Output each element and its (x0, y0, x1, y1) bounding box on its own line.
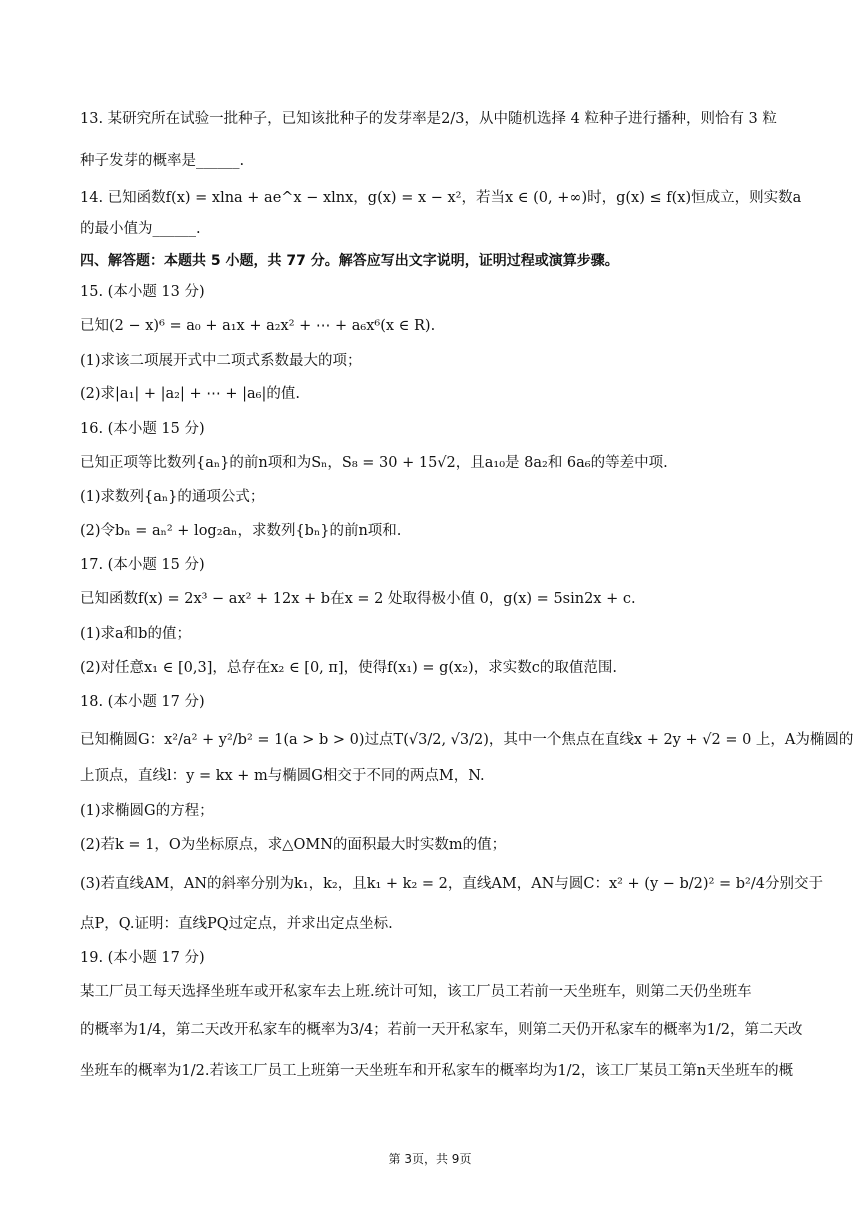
text-line: 点P，Q.证明：直线PQ过定点，并求出定点坐标. (80, 916, 393, 932)
text-line: 已知(2 − x)⁶ = a₀ + a₁x + a₂x² + ⋯ + a₆x⁶(x ∈ R). (80, 318, 436, 334)
text-line: 的概率为1/4，第二天改开私家车的概率为3/4；若前一天开私家车，则第二天仍开私家车的概率为1/2，第二天改 (80, 1022, 803, 1038)
text-line: 已知椭圆G：x²/a² + y²/b² = 1(a > b > 0)过点T(√3/2, √3/2)，其中一个焦点在直线x + 2y + √2 = 0 上，A为椭圆的 (80, 732, 854, 748)
text-line: 18. (本小题 17 分) (80, 694, 205, 710)
text-line: 种子发芽的概率是______. (80, 153, 245, 169)
text-line: (1)求a和b的值； (80, 626, 191, 642)
text-line: (1)求数列{aₙ}的通项公式； (80, 489, 265, 505)
text-line: 已知正项等比数列{aₙ}的前n项和为Sₙ，S₈ = 30 + 15√2，且a₁₀是 8a₂和 6a₆的等差中项. (80, 455, 668, 471)
text-line: 15. (本小题 13 分) (80, 284, 205, 300)
text-line: (2)若k = 1，O为坐标原点，求△OMN的面积最大时实数m的值； (80, 837, 507, 853)
text-line: 16. (本小题 15 分) (80, 421, 205, 437)
text-line: 已知函数f(x) = 2x³ − ax² + 12x + b在x = 2 处取得极小值 0，g(x) = 5sin2x + c. (80, 591, 636, 607)
text-line: 13. 某研究所在试验一批种子，已知该批种子的发芽率是2/3，从中随机选择 4 粒种子进行播种，则恰有 3 粒 (80, 111, 777, 127)
text-line: 17. (本小题 15 分) (80, 557, 205, 573)
text-line: (2)令bₙ = aₙ² + log₂aₙ，求数列{bₙ}的前n项和. (80, 523, 402, 539)
text-line: (1)求椭圆G的方程； (80, 803, 214, 819)
text-line: (2)对任意x₁ ∈ [0,3]，总存在x₂ ∈ [0, π]，使得f(x₁) = g(x₂)，求实数c的取值范围. (80, 660, 617, 676)
text-line: 19. (本小题 17 分) (80, 950, 205, 966)
text-line: 14. 已知函数f(x) = xlna + ae^x − xlnx，g(x) = x − x²，若当x ∈ (0, +∞)时，g(x) ≤ f(x)恒成立，则实数a (80, 190, 802, 206)
text-line: 的最小值为______. (80, 221, 201, 237)
text-line: 某工厂员工每天选择坐班车或开私家车去上班.统计可知，该工厂员工若前一天坐班车，则第二天仍坐班车 (80, 984, 752, 1000)
section-heading: 四、解答题：本题共 5 小题，共 77 分。解答应写出文字说明，证明过程或演算步骤。 (80, 253, 619, 269)
text-line: (2)求|a₁| + |a₂| + ⋯ + |a₆|的值. (80, 386, 300, 402)
text-line: (3)若直线AM，AN的斜率分别为k₁，k₂，且k₁ + k₂ = 2，直线AM，AN与圆C：x² + (y − b/2)² = b²/4分别交于 (80, 876, 823, 892)
text-line: 上顶点，直线l：y = kx + m与椭圆G相交于不同的两点M，N. (80, 768, 485, 784)
text-line: 坐班车的概率为1/2.若该工厂员工上班第一天坐班车和开私家车的概率均为1/2，该工厂某员工第n天坐班车的概 (80, 1063, 794, 1079)
text-line: (1)求该二项展开式中二项式系数最大的项； (80, 353, 362, 369)
page-footer: 第 3页，共 9页 (388, 1152, 472, 1166)
